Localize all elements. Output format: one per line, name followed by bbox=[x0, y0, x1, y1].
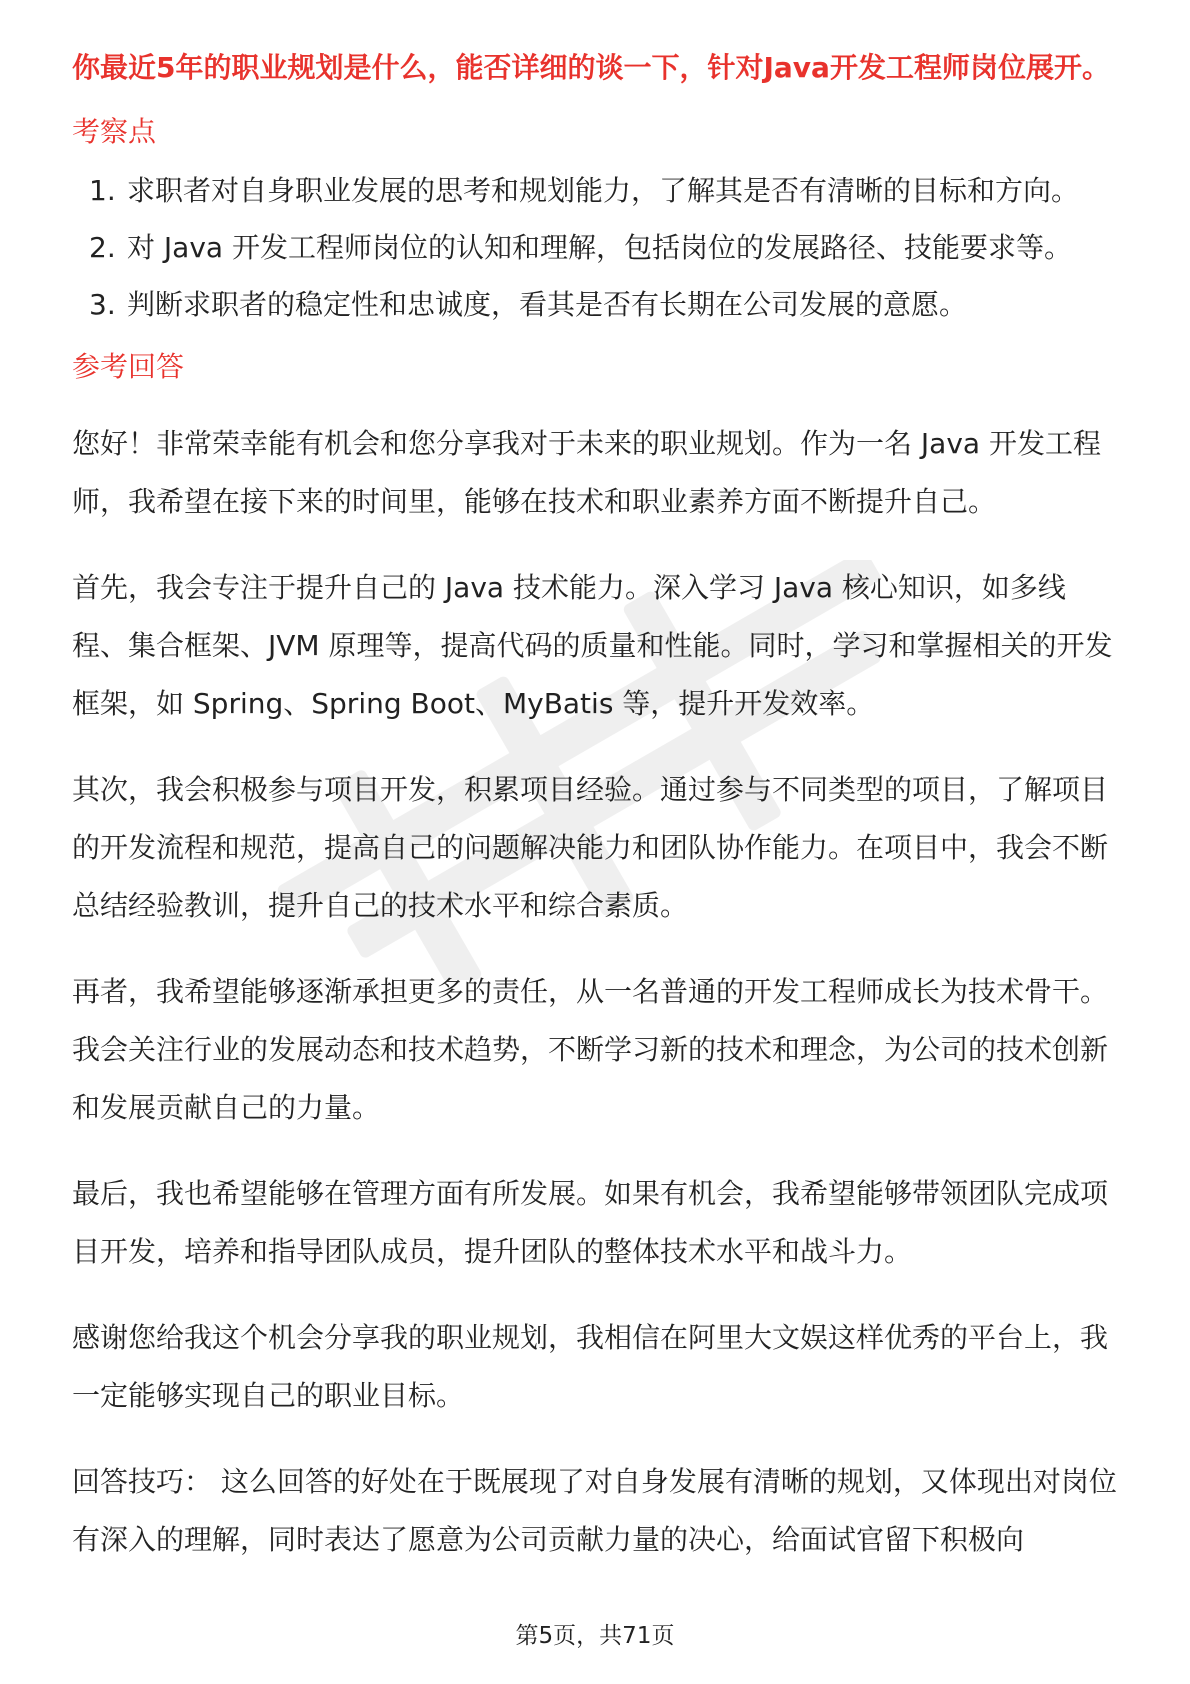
list-item-text: 对 Java 开发工程师岗位的认知和理解，包括岗位的发展路径、技能要求等。 bbox=[127, 231, 1072, 264]
list-item-text: 判断求职者的稳定性和忠诚度，看其是否有长期在公司发展的意愿。 bbox=[127, 288, 968, 321]
answer-paragraph: 最后，我也希望能够在管理方面有所发展。如果有机会，我希望能够带领团队完成项目开发，培养和指导团队成员，提升团队的整体技术水平和战斗力。 bbox=[72, 1177, 1109, 1268]
list-item bbox=[89, 173, 1118, 209]
answer-paragraph: 您好！非常荣幸能有机会和您分享我对于未来的职业规划。作为一名 Java 开发工程师，我希望在接下来的时间里，能够在技术和职业素养方面不断提升自己。 bbox=[72, 427, 1101, 518]
answer-paragraph: 再者，我希望能够逐渐承担更多的责任，从一名普通的开发工程师成长为技术骨干。我会关注行业的发展动态和技术趋势，不断学习新的技术和理念，为公司的技术创新和发展贡献自己的力量。 bbox=[72, 975, 1109, 1124]
answer-tip-paragraph: 回答技巧： 这么回答的好处在于既展现了对自身发展有清晰的规划，又体现出对岗位有深入的理解，同时表达了愿意为公司贡献力量的决心，给面试官留下积极向 bbox=[72, 1465, 1117, 1556]
section-title-points: 考察点 bbox=[72, 115, 157, 148]
answer-paragraph: 感谢您给我这个机会分享我的职业规划，我相信在阿里大文娱这样优秀的平台上，我一定能够实现自己的职业目标。 bbox=[72, 1321, 1109, 1412]
question-heading: 你最近5年的职业规划是什么，能否详细的谈一下，针对Java开发工程师岗位展开。 bbox=[72, 51, 1110, 84]
page-number-footer: 第5页，共71页 bbox=[515, 1623, 675, 1649]
list-item-text: 求职者对自身职业发展的思考和规划能力，了解其是否有清晰的目标和方向。 bbox=[127, 174, 1080, 207]
list-item-number: 2. bbox=[89, 231, 116, 264]
answer-paragraph: 其次，我会积极参与项目开发，积累项目经验。通过参与不同类型的项目，了解项目的开发流程和规范，提高自己的问题解决能力和团队协作能力。在项目中，我会不断总结经验教训，提升自己的技术水平和综合素质。 bbox=[72, 773, 1109, 922]
list-item-number: 3. bbox=[89, 288, 116, 321]
section-title-answer: 参考回答 bbox=[72, 350, 185, 383]
list-item bbox=[89, 287, 1118, 323]
list-item bbox=[89, 230, 1118, 266]
list-item-number: 1. bbox=[89, 174, 116, 207]
points-list bbox=[72, 173, 1118, 323]
answer-paragraph: 首先，我会专注于提升自己的 Java 技术能力。深入学习 Java 核心知识，如多线程、集合框架、JVM 原理等，提高代码的质量和性能。同时，学习和掌握相关的开发框架，如 Spring、Spring Boot、MyBatis 等，提升开发效率。 bbox=[72, 571, 1113, 720]
